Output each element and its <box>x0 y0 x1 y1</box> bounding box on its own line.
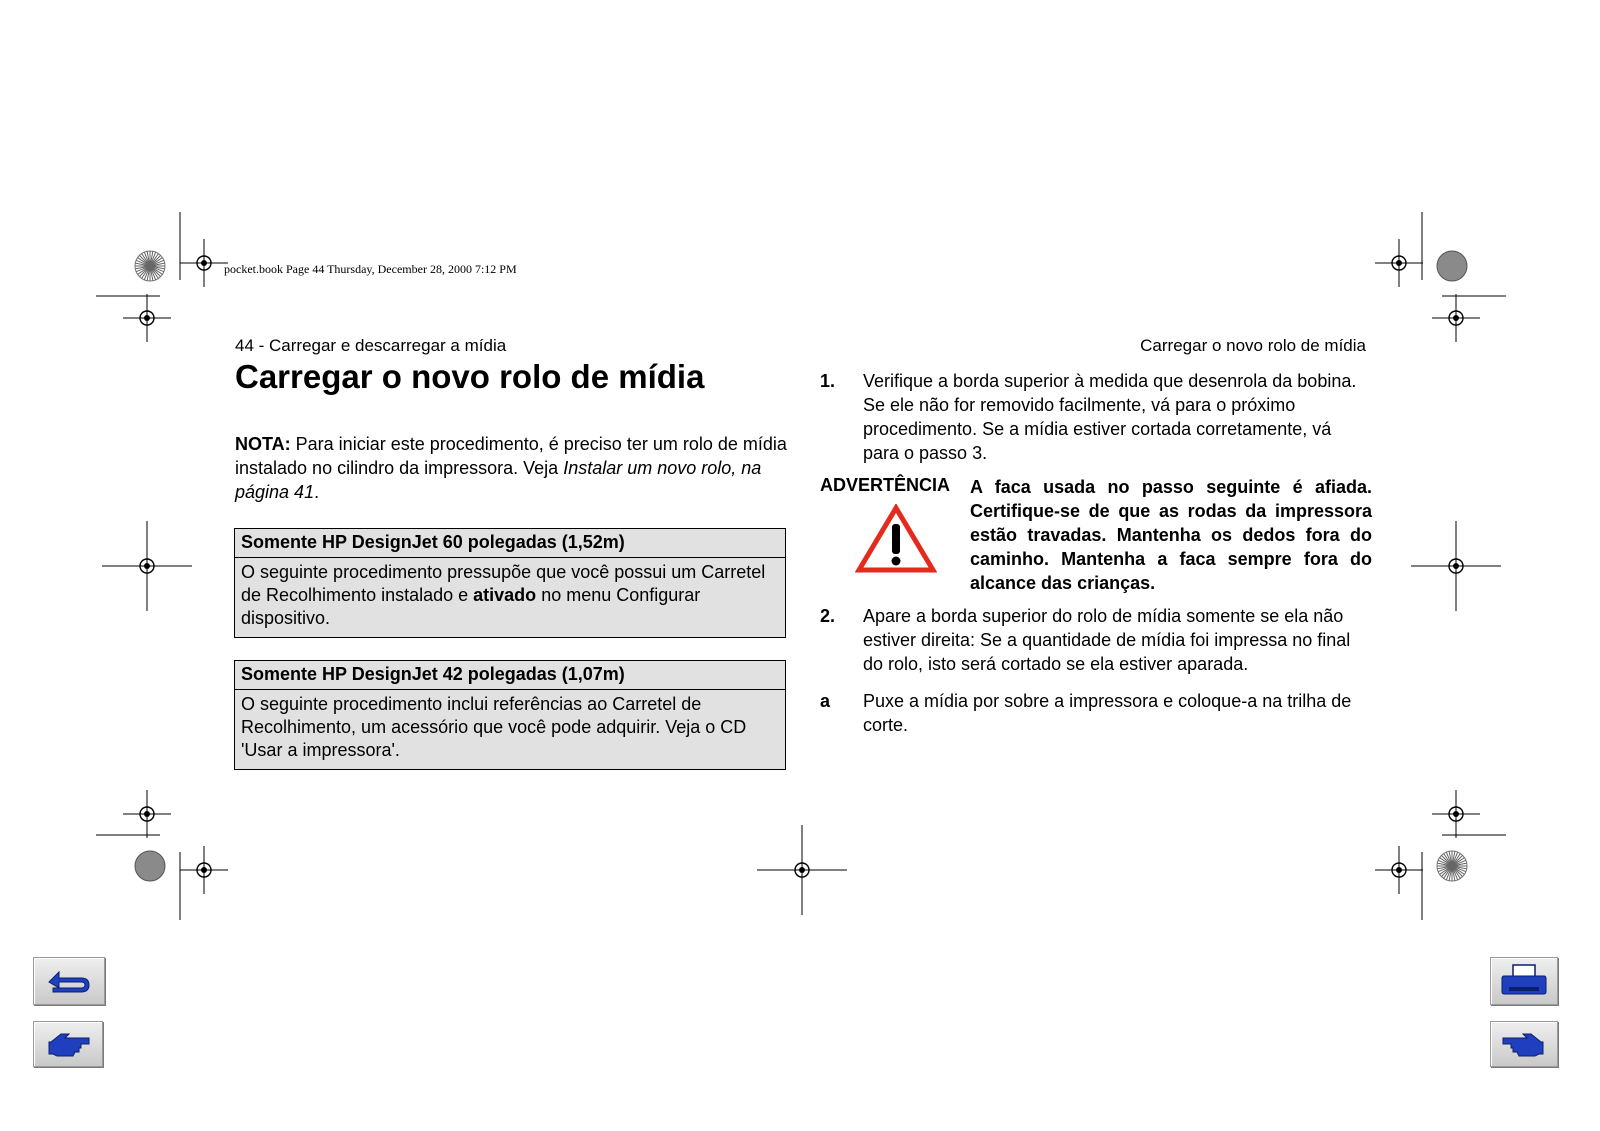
info-box-60-inch <box>234 528 786 638</box>
step-text: Verifique a borda superior à medida que desenrola da bobina. Se ele não for removido facilmente, vá para o próximo procedimento. Se a mídia estiver cortada corretamente, vá para o passo 3. <box>863 371 1357 463</box>
step-2 <box>820 604 1372 676</box>
warning-triangle-icon <box>855 504 937 574</box>
note-paragraph <box>235 432 790 504</box>
note-label: NOTA: <box>235 434 291 454</box>
next-page-button[interactable] <box>1490 1021 1558 1067</box>
warning-label: ADVERTÊNCIA <box>820 475 951 495</box>
page-title: Carregar o novo rolo de mídia <box>235 358 705 395</box>
running-header-left: 44 - Carregar e descarregar a mídia <box>235 336 507 355</box>
hand-pointing-right-icon <box>1499 1030 1549 1058</box>
warning-text: A faca usada no passo seguinte é afiada. Certifique-se de que as rodas da impressora estão travadas. Mantenha os dedos fora do caminho. Mantenha a faca sempre fora do alcance das crianças. <box>970 477 1372 593</box>
hand-pointing-left-icon <box>43 1030 93 1058</box>
crop-info-line: pocket.book Page 44 Thursday, December 28, 2000 7:12 PM <box>224 262 517 276</box>
step-1 <box>820 369 1372 465</box>
info-box-title: Somente HP DesignJet 60 polegadas (1,52m) <box>235 531 785 558</box>
info-box-text: O seguinte procedimento inclui referências ao Carretel de Recolhimento, um acessório que você pode adquirir. Veja o CD 'Usar a impressora'. <box>241 694 747 760</box>
note-text: Para iniciar este procedimento, é preciso ter um rolo de mídia instalado no cilindro da impressora. Veja <box>235 434 787 478</box>
step-text: Puxe a mídia por sobre a impressora e coloque-a na trilha de corte. <box>863 691 1352 735</box>
printer-icon <box>1499 963 1549 999</box>
note-end: . <box>314 482 320 502</box>
step-number: 1. <box>820 371 836 391</box>
step-text: Apare a borda superior do rolo de mídia somente se ela não estiver direita: Se a quantidade de mídia foi impressa no final do rolo, isto será cortado se ela estiver aparada. <box>863 606 1351 674</box>
step-a <box>820 689 1372 737</box>
step-number: a <box>820 691 831 711</box>
step-number: 2. <box>820 606 836 626</box>
info-box-42-inch <box>234 660 786 770</box>
running-header-right: Carregar o novo rolo de mídia <box>1140 336 1366 355</box>
note-link[interactable]: Instalar um novo rolo, na página 41 <box>235 458 762 502</box>
info-box-bold: ativado <box>473 585 537 605</box>
info-box-text: O seguinte procedimento pressupõe que você possui um Carretel de Recolhimento instalado e ativado no menu Configurar dispositivo. <box>241 562 766 628</box>
return-arrow-icon <box>41 964 97 998</box>
previous-page-button[interactable] <box>33 1021 103 1067</box>
info-box-title: Somente HP DesignJet 42 polegadas (1,07m) <box>235 663 785 690</box>
back-button[interactable] <box>33 957 105 1005</box>
print-button[interactable] <box>1490 957 1558 1005</box>
